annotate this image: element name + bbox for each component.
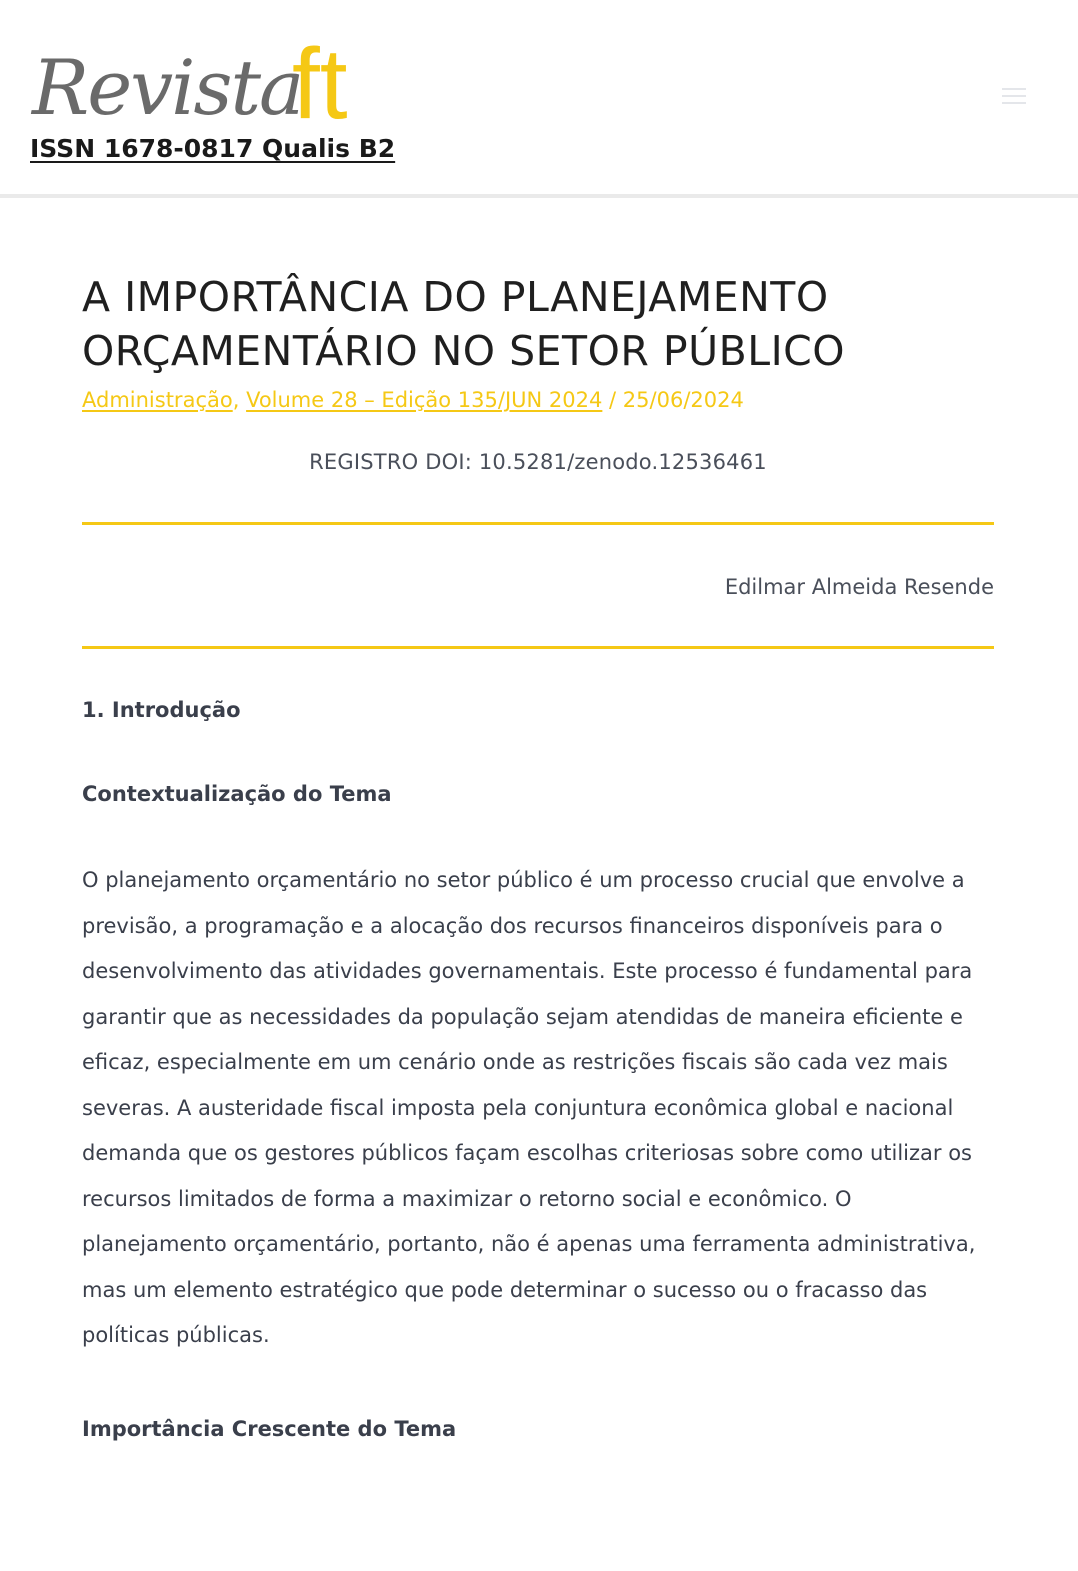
revista-ft-logo[interactable] [30,22,390,140]
site-header [0,0,1078,194]
subheading-importance: Importância Crescente do Tema [82,1416,457,1441]
hamburger-menu-icon[interactable] [1002,88,1026,108]
subheading-context: Contextualização do Tema [82,782,392,806]
divider-top [82,522,994,525]
category-link[interactable]: Administração [82,388,233,412]
doi-registration: REGISTRO DOI: 10.5281/zenodo.12536461 [309,450,767,474]
article-title: A IMPORTÂNCIA DO PLANEJAMENTO ORÇAMENTÁRIO NO SETOR PÚBLICO [82,273,846,375]
article-meta [82,388,994,412]
header-divider [0,194,1078,198]
logo-script-text: Revista [32,43,303,132]
divider-bottom [82,646,994,649]
logo-ft-text: ft [292,28,348,140]
meta-slash: / [602,388,623,412]
edition-link[interactable]: Volume 28 – Edição 135/JUN 2024 [246,388,603,412]
paragraph-context: O planejamento orçamentário no setor público é um processo crucial que envolve a previsão, a programação e a alocação dos recursos financeiros disponíveis para o desenvolvimento das atividades governamentais. Este processo é fundamental para garantir que as necessidades da população sejam atendidas de maneira eficiente e eficaz, especialmente em um cenário onde as restrições fiscais são cada vez mais severas. A austeridade fiscal imposta pela conjuntura econômica global e nacional demanda que os gestores públicos façam escolhas criteriosas sobre como utilizar os recursos limitados de forma a maximizar o retorno social e econômico. O planejamento orçamentário, portanto, não é apenas uma ferramenta administrativa, mas um elemento estratégico que pode determinar o sucesso ou o fracasso das políticas públicas. [82,868,976,1347]
meta-comma: , [232,388,240,412]
menu-bar-bottom [1002,102,1026,104]
publish-date: 25/06/2024 [622,388,744,412]
menu-bar-top [1002,88,1026,90]
section-heading-introduction: 1. Introdução [82,698,241,722]
issn-link[interactable]: ISSN 1678-0817 Qualis B2 [30,134,396,163]
author-name: Edilmar Almeida Resende [724,575,994,599]
menu-bar-middle [1002,95,1026,97]
article [82,270,994,1441]
